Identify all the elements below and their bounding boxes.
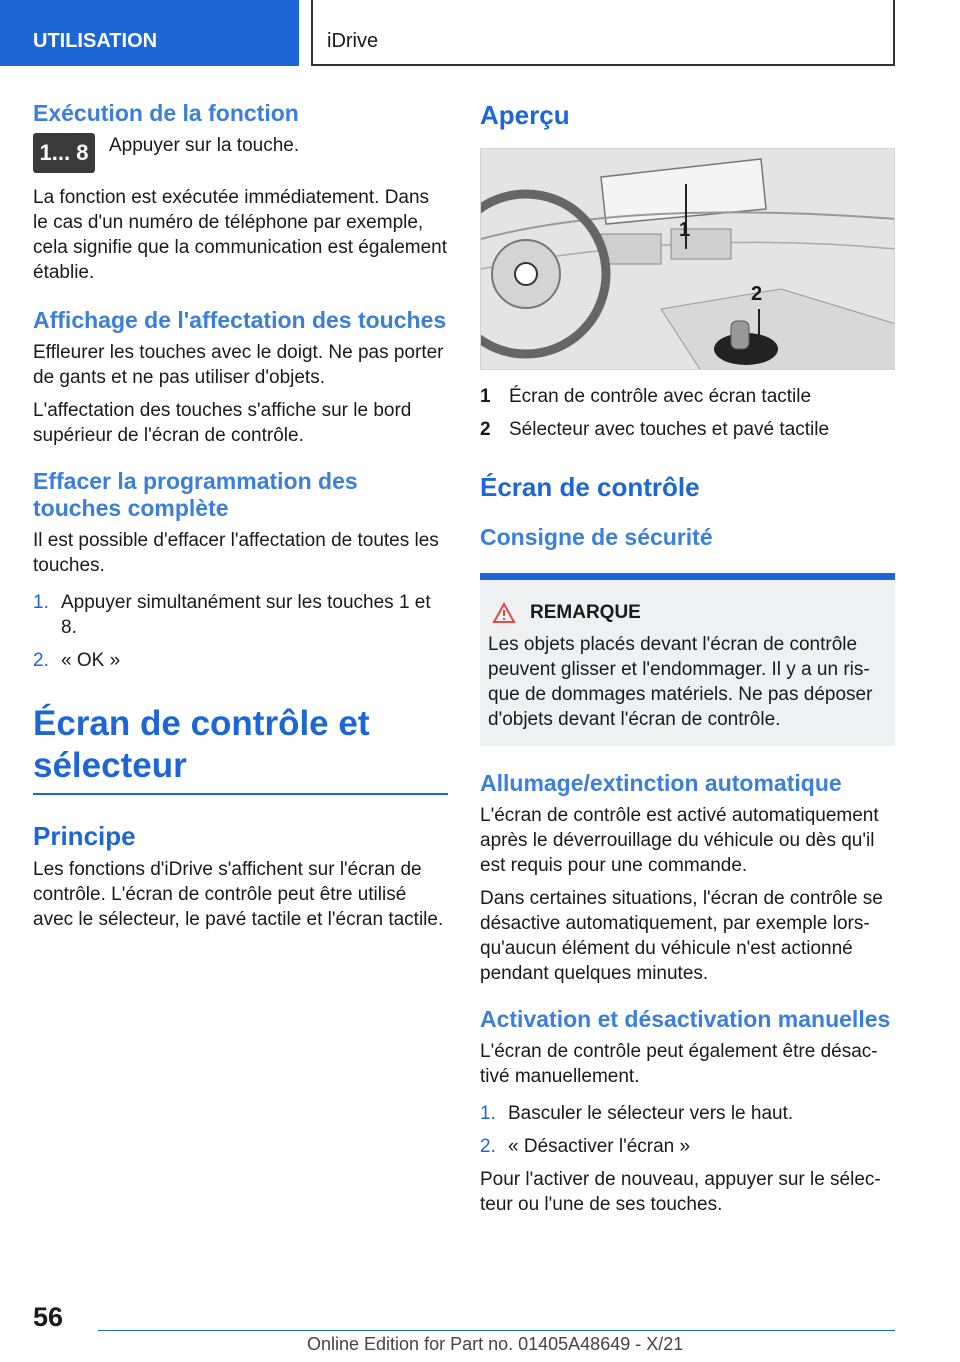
display-p2: L'affectation des touches s'affiche sur le bord supérieur de l'écran de contrôle. [33, 400, 412, 446]
callout-number: 2 [480, 419, 491, 440]
list-item [480, 1134, 895, 1159]
safety-title: Consigne de sécurité [480, 524, 713, 550]
principle-text: Les fonctions d'iDrive s'affichent sur l'écran de contrôle. L'écran de contrôle peut être utilisé avec le sélecteur, le pavé tactile et l'écran tactile. [33, 859, 444, 930]
overview-title: Aperçu [480, 100, 570, 130]
list-item [33, 648, 448, 673]
display-title: Affichage de l'affectation des touches [33, 307, 447, 333]
manual-title: Activation et désactivation manuelles [480, 1006, 891, 1032]
list-item [33, 590, 448, 640]
notice-header [488, 602, 887, 624]
page-number: 56 [33, 1302, 64, 1332]
figure-label-1: 1 [679, 219, 691, 241]
warning-icon [492, 602, 516, 624]
main-title: Écran de contrôle et sélecteur [33, 704, 370, 785]
auto-title: Allumage/extinction automatique [480, 770, 842, 796]
erase-text: Il est possible d'effacer l'affectation de toutes les touches. [33, 530, 439, 576]
callout-list [480, 384, 895, 442]
notice-box [480, 573, 895, 746]
list-item [480, 417, 895, 442]
footer-edition: Online Edition for Part no. 01405A48649 - X/21 [307, 1334, 684, 1354]
manual-text: L'écran de contrôle peut également être désactivé manuellement. [480, 1041, 878, 1087]
topic-header: iDrive [311, 0, 895, 66]
auto-p2: Dans certaines situations, l'écran de contrôle se désactive automatiquement, par exemple lorsqu'aucun élément du véhicule n'est actionné pendant quelques minutes. [480, 888, 883, 984]
screen-title: Écran de contrôle [480, 472, 700, 502]
callout-text: Écran de contrôle avec écran tactile [509, 386, 812, 407]
exec-title: Exécution de la fonction [33, 100, 299, 126]
step-text: « OK » [61, 650, 121, 671]
erase-title: Effacer la programmation des touches complète [33, 468, 358, 521]
manual-steps [480, 1101, 895, 1159]
key-1-8-icon: 1... 8 [33, 133, 95, 173]
exec-instruction: Appuyer sur la touche. [109, 135, 300, 156]
callout-text: Sélecteur avec touches et pavé tactile [509, 419, 830, 440]
section-tab: UTILISATION [0, 0, 299, 66]
erase-steps [33, 590, 448, 673]
step-number: 2. [33, 650, 49, 671]
notice-text: Les objets placés devant l'écran de contrôle peuvent glisser et l'endommager. Il y a un risque de dommages matériels. Ne pas déposer d'objets devant l'écran de contrôle. [488, 634, 873, 730]
figure-label-2: 2 [751, 283, 763, 305]
dashboard-drawing [481, 149, 895, 370]
footer-rule [98, 1330, 895, 1331]
dashboard-illustration [480, 148, 895, 370]
manual-after: Pour l'activer de nouveau, appuyer sur le sélecteur ou l'une de ses touches. [480, 1169, 881, 1215]
step-text: « Désactiver l'écran » [508, 1136, 691, 1157]
list-item [480, 384, 895, 409]
left-column [33, 100, 448, 940]
callout-number: 1 [480, 386, 491, 407]
exec-text: La fonction est exécutée immédiatement. Dans le cas d'un numéro de téléphone par exemple, cela signifie que la communication est également établie. [33, 187, 448, 283]
notice-title: REMARQUE [530, 602, 641, 623]
step-number: 1. [480, 1103, 496, 1124]
key-row [33, 133, 448, 173]
step-number: 2. [480, 1136, 496, 1157]
display-p1: Effleurer les touches avec le doigt. Ne pas porter de gants et ne pas utiliser d'objets. [33, 342, 444, 388]
step-text: Appuyer simultanément sur les touches 1 et 8. [61, 592, 431, 638]
list-item [480, 1101, 895, 1126]
principle-title: Principe [33, 821, 136, 851]
auto-p1: L'écran de contrôle est activé automatiquement après le déverrouillage du véhicule ou dès qu'il est requis pour une commande. [480, 805, 879, 876]
step-text: Basculer le sélecteur vers le haut. [508, 1103, 794, 1124]
step-number: 1. [33, 592, 49, 613]
right-column [480, 100, 895, 1225]
title-rule [33, 793, 448, 795]
